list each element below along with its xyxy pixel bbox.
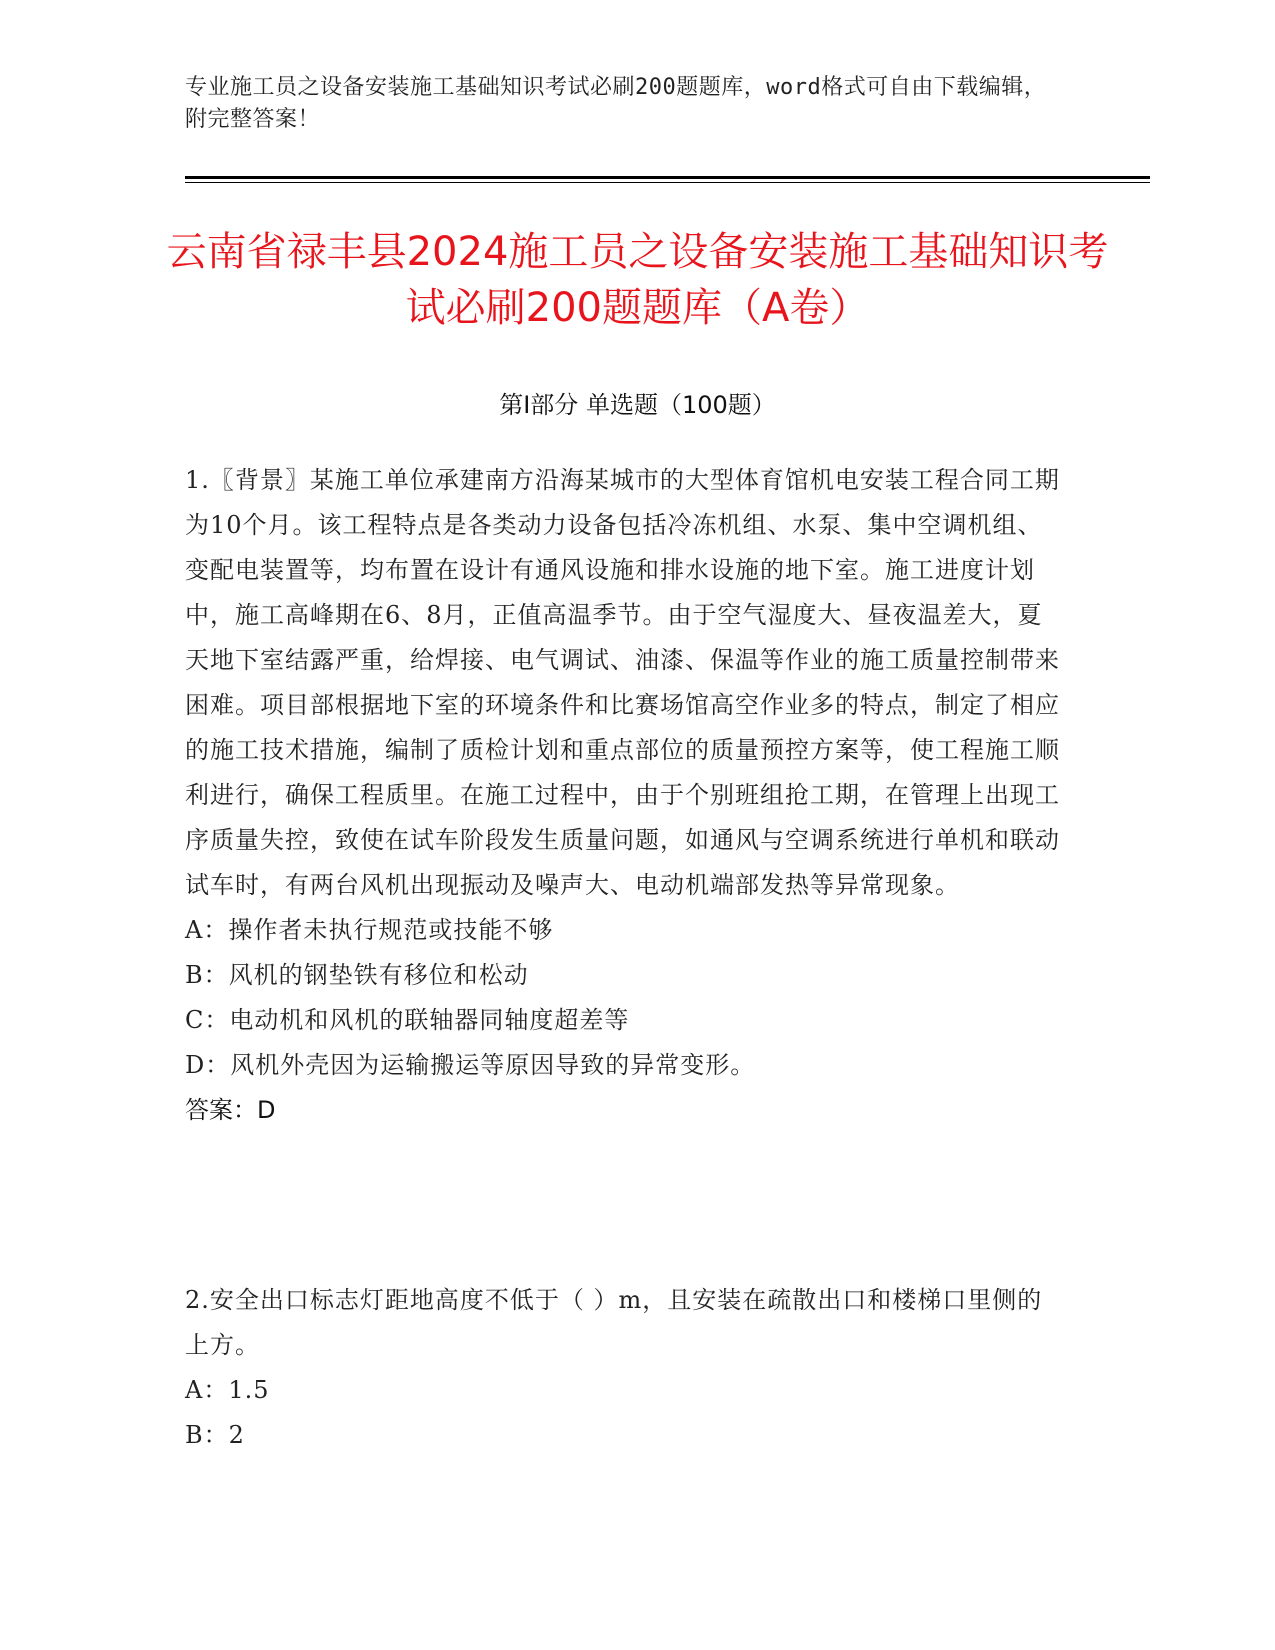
option-b: B：2 [185,1421,245,1449]
option-d: D：风机外壳因为运输搬运等原因导致的异常变形。 [185,1051,756,1079]
document-title: 云南省禄丰县2024施工员之设备安装施工基础知识考试必刷200题题库（A卷） [166,229,1109,331]
question-stem: 1.〖背景〗某施工单位承建南方沿海某城市的大型体育馆机电安装工程合同工期为10个月。该工程特点是各类动力设备包括冷冻机组、水泵、集中空调机组、变配电装置等，均布置在设计有通风设施和排水设施的地下室。施工进度计划中，施工高峰期在6、8月，正值高温季节。由于空气湿度大、昼夜温差大，夏天地下室结露严重，给焊接、电气调试、油漆、保温等作业的施工质量控制带来困难。项目部根据地下室的环境条件和比赛场馆高空作业多的特点，制定了相应的施工技术措施，编制了质检计划和重点部位的质量预控方案等，使工程施工顺利进行，确保工程质里。在施工过程中，由于个别班组抢工期，在管理上出现工序质量失控，致使在试车阶段发生质量问题，如通风与空调系统进行单机和联动试车时，有两台风机出现振动及噪声大、电动机端部发热等异常现象。 [185,466,1060,899]
question-2 [185,1278,1065,1458]
header-divider-thin [185,182,1150,183]
header-note: 专业施工员之设备安装施工基础知识考试必刷200题题库，word格式可自由下载编辑，附完整答案！ [185,75,1047,132]
option-b: B：风机的钢垫铁有移位和松动 [185,961,529,989]
question-1 [185,458,1065,1133]
option-c: C：电动机和风机的联轴器同轴度超差等 [185,1006,630,1034]
option-a: A：1.5 [185,1376,270,1404]
header-divider-thick [185,176,1150,179]
answer: 答案：D [185,1096,276,1124]
option-a: A：操作者未执行规范或技能不够 [185,916,554,944]
section-title: 第Ⅰ部分 单选题（100题） [499,391,776,419]
question-stem: 2.安全出口标志灯距地高度不低于（ ）m，且安装在疏散出口和楼梯口里侧的上方。 [185,1286,1043,1359]
